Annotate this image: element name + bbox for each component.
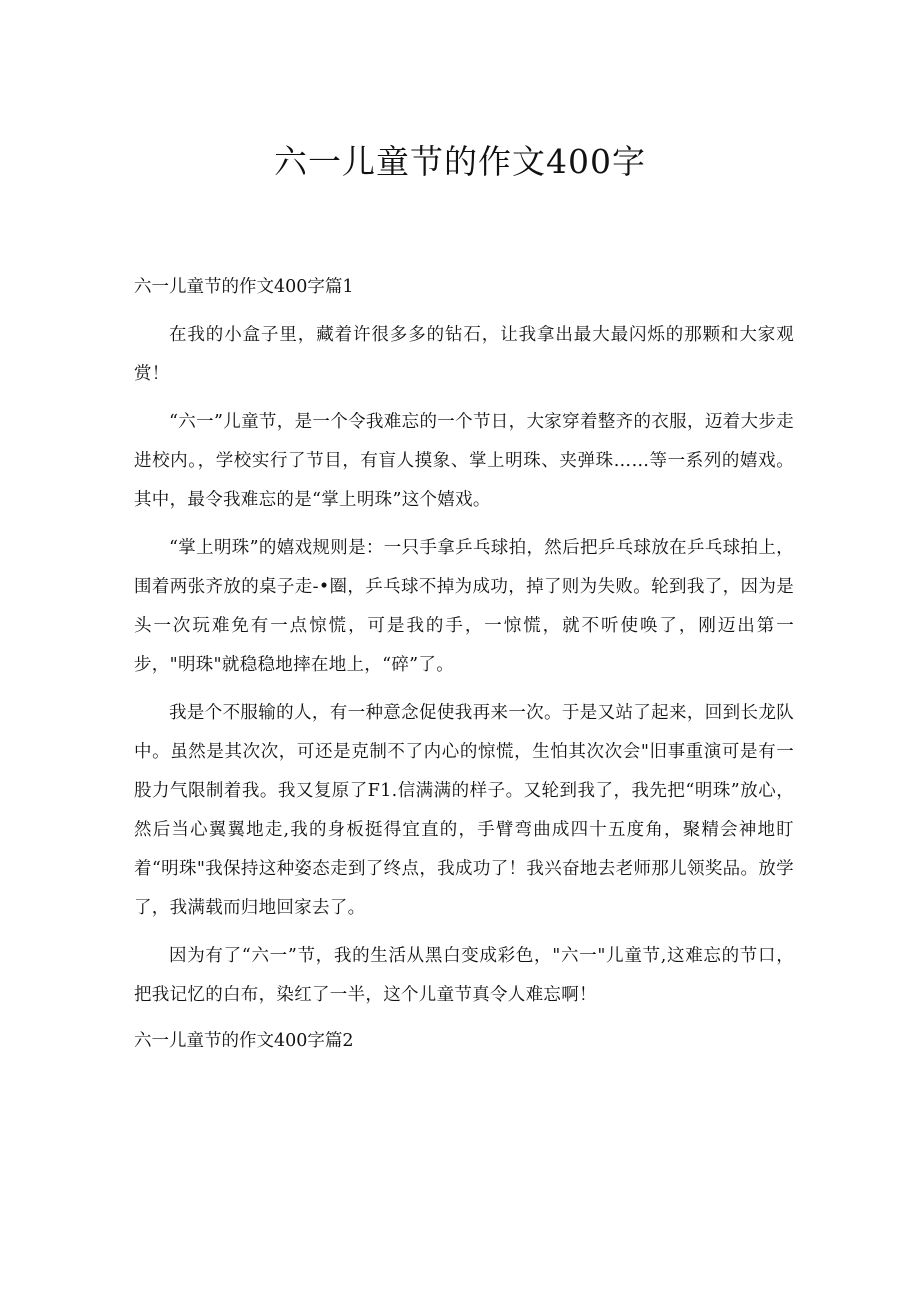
paragraph: “掌上明珠”的嬉戏规则是：一只手拿乒乓球拍，然后把乒乓球放在乒乓球拍上，围着两张齐放的桌子走-•圈，乒乓球不掉为成功，掉了则为失败。轮到我了，因为是头一次玩难免有一点惊慌，可是我的手，一惊慌，就不听使唤了，刚迈出第一步，"明珠"就稳稳地摔在地上，“碎”了。: [134, 538, 794, 675]
document-body: [134, 268, 794, 1061]
document-title: 六一儿童节的作文400字: [274, 142, 646, 181]
section-heading: 六一儿童节的作文400字篇2: [134, 1031, 354, 1051]
section-heading: 六一儿童节的作文400字篇1: [134, 277, 354, 297]
paragraph: 在我的小盒子里，藏着许很多多的钻石，让我拿出最大最闪烁的那颗和大家观赏！: [134, 325, 794, 384]
paragraph: 因为有了“六一”节，我的生活从黑白变成彩色，"六一"儿童节,这难忘的节口，把我记忆的白布，染红了一半，这个儿童节真令人难忘啊！: [134, 946, 794, 1005]
paragraph: 我是个不服输的人，有一种意念促使我再来一次。于是又站了起来，回到长龙队中。虽然是其次次，可还是克制不了内心的惊慌，生怕其次次会"旧事重演可是有一股力气限制着我。我又复原了F1.信满满的样子。又轮到我了，我先把“明珠”放心，然后当心翼翼地走,我的身板挺得宜直的，手臂弯曲成四十五度角，聚精会神地盯着“明珠"我保持这种姿态走到了终点，我成功了！我兴奋地去老师那儿领奖品。放学了，我满载而归地回家去了。: [134, 703, 794, 918]
paragraph: “六一”儿童节，是一个令我难忘的一个节日，大家穿着整齐的衣服，迈着大步走进校内。，学校实行了节目，有盲人摸象、掌上明珠、夹弹珠……等一系列的嬉戏。其中，最令我难忘的是“掌上明珠”这个嬉戏。: [134, 412, 794, 510]
